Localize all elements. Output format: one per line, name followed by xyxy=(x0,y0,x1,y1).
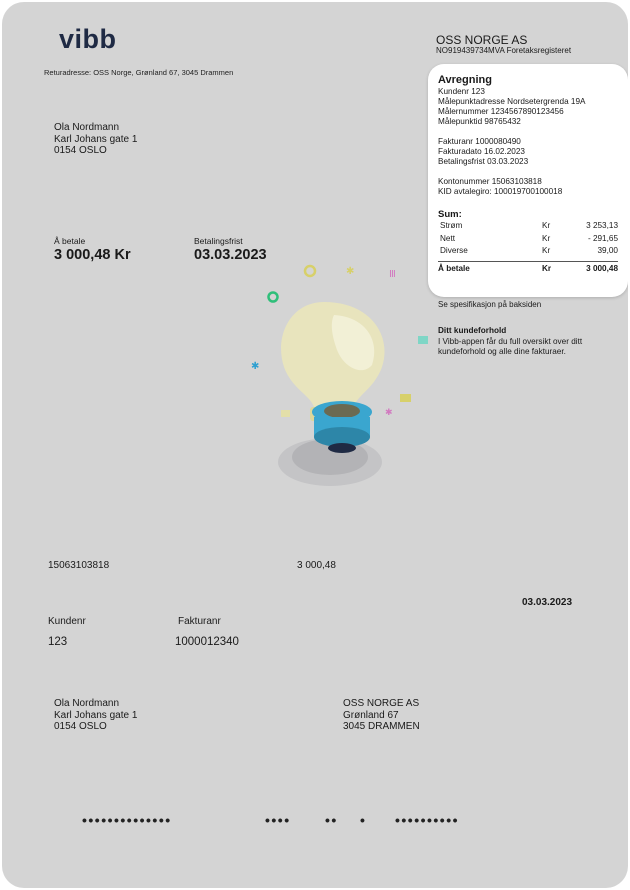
settlement-title: Avregning xyxy=(438,74,492,86)
recipient-street: Karl Johans gate 1 xyxy=(54,133,138,145)
invoice-number: Fakturanr 1000080490 xyxy=(438,137,521,146)
row-name: Nett xyxy=(440,233,456,243)
amount-label: Å betale xyxy=(54,236,86,246)
payer-name: Ola Nordmann xyxy=(54,698,120,709)
sum-row-misc xyxy=(438,245,618,258)
payer-street: Karl Johans gate 1 xyxy=(54,709,138,721)
due-value: 03.03.2023 xyxy=(194,247,267,263)
row-amount: - 291,65 xyxy=(587,233,618,243)
ocr-field-2: •••• xyxy=(265,812,291,828)
deco-square-teal xyxy=(418,336,428,344)
giro-payee-address xyxy=(343,698,420,733)
giro-customer-label: Kundenr xyxy=(48,616,86,627)
sum-row-total xyxy=(438,261,618,277)
giro-invoice-label: Fakturanr xyxy=(178,616,221,627)
invoice-date: Fakturadato 16.02.2023 xyxy=(438,147,525,156)
sender-company: OSS NORGE AS xyxy=(436,33,528,47)
giro-amount: 3 000,48 xyxy=(297,560,336,571)
row-currency: Kr xyxy=(542,221,551,231)
deco-star-pink: ✱ xyxy=(385,408,393,418)
metering-address: Målepunktadresse Nordsetergrenda 19A xyxy=(438,97,586,106)
sender-org-number: NO919439734MVA Foretaksregisteret xyxy=(436,46,572,55)
payee-street: Grønland 67 xyxy=(343,709,399,721)
invoice-sheet xyxy=(2,2,628,888)
ocr-field-5: •••••••••• xyxy=(395,812,460,828)
deco-star-yellow: ✱ xyxy=(346,266,355,277)
recipient-postal: 0154 OSLO xyxy=(54,145,107,156)
bulb-tip xyxy=(328,443,356,453)
total-amount: 3 000,48 xyxy=(586,264,618,273)
payee-name: OSS NORGE AS xyxy=(343,698,420,709)
customer-number: Kundenr 123 xyxy=(438,87,485,96)
settlement-card xyxy=(428,64,628,297)
row-name: Strøm xyxy=(440,221,463,231)
metering-point-id: Målepunktid 98765432 xyxy=(438,117,521,126)
sum-row-grid xyxy=(438,233,618,246)
kid-number: KID avtalegiro: 100019700100018 xyxy=(438,187,563,196)
due-label: Betalingsfrist xyxy=(194,236,243,246)
meter-number: Målernummer 1234567890123456 xyxy=(438,107,564,116)
deco-square-light xyxy=(281,410,290,417)
return-address: Returadresse: OSS Norge, Grønland 67, 3045 Drammen xyxy=(44,68,234,77)
giro-invoice-number: 1000012340 xyxy=(175,636,239,648)
sum-heading: Sum: xyxy=(438,209,462,220)
deco-circle-yellow xyxy=(305,266,315,276)
vibb-logo: vibb xyxy=(59,24,117,54)
sum-row-power xyxy=(438,220,618,233)
customer-relation-text: I Vibb-appen får du full oversikt over ditt kundeforhold og alle dine fakturaer. xyxy=(438,337,583,356)
total-currency: Kr xyxy=(542,264,552,273)
row-currency: Kr xyxy=(542,246,551,256)
payer-postal: 0154 OSLO xyxy=(54,721,107,732)
amount-value: 3 000,48 Kr xyxy=(54,247,131,263)
giro-account: 15063103818 xyxy=(48,560,110,571)
row-amount: 3 253,13 xyxy=(586,221,618,231)
due-date: Betalingsfrist 03.03.2023 xyxy=(438,157,529,166)
bulb-base-hole xyxy=(324,404,360,418)
customer-relation-heading: Ditt kundeforhold xyxy=(438,326,507,335)
giro-due-date: 03.03.2023 xyxy=(522,597,573,608)
giro-payer-address xyxy=(54,698,137,733)
recipient-name: Ola Nordmann xyxy=(54,122,120,133)
spec-note: Se spesifikasjon på baksiden xyxy=(438,300,542,309)
deco-star-blue: ✱ xyxy=(251,361,260,372)
ocr-field-3: •• xyxy=(325,812,338,828)
giro-customer-number: 123 xyxy=(48,636,68,648)
row-name: Diverse xyxy=(440,246,468,256)
lightbulb-icon xyxy=(242,257,442,497)
deco-bars-pink: Ⅲ xyxy=(389,269,396,280)
recipient-address xyxy=(54,122,137,157)
deco-square-yellow xyxy=(400,394,411,402)
row-currency: Kr xyxy=(542,233,551,243)
payee-postal: 3045 DRAMMEN xyxy=(343,721,420,732)
deco-circle-green xyxy=(269,293,278,302)
total-name: Å betale xyxy=(438,264,470,273)
ocr-field-4: • xyxy=(360,812,367,828)
ocr-field-1: •••••••••••••• xyxy=(82,812,172,828)
account-number: Kontonummer 15063103818 xyxy=(438,177,542,186)
row-amount: 39,00 xyxy=(597,246,618,256)
